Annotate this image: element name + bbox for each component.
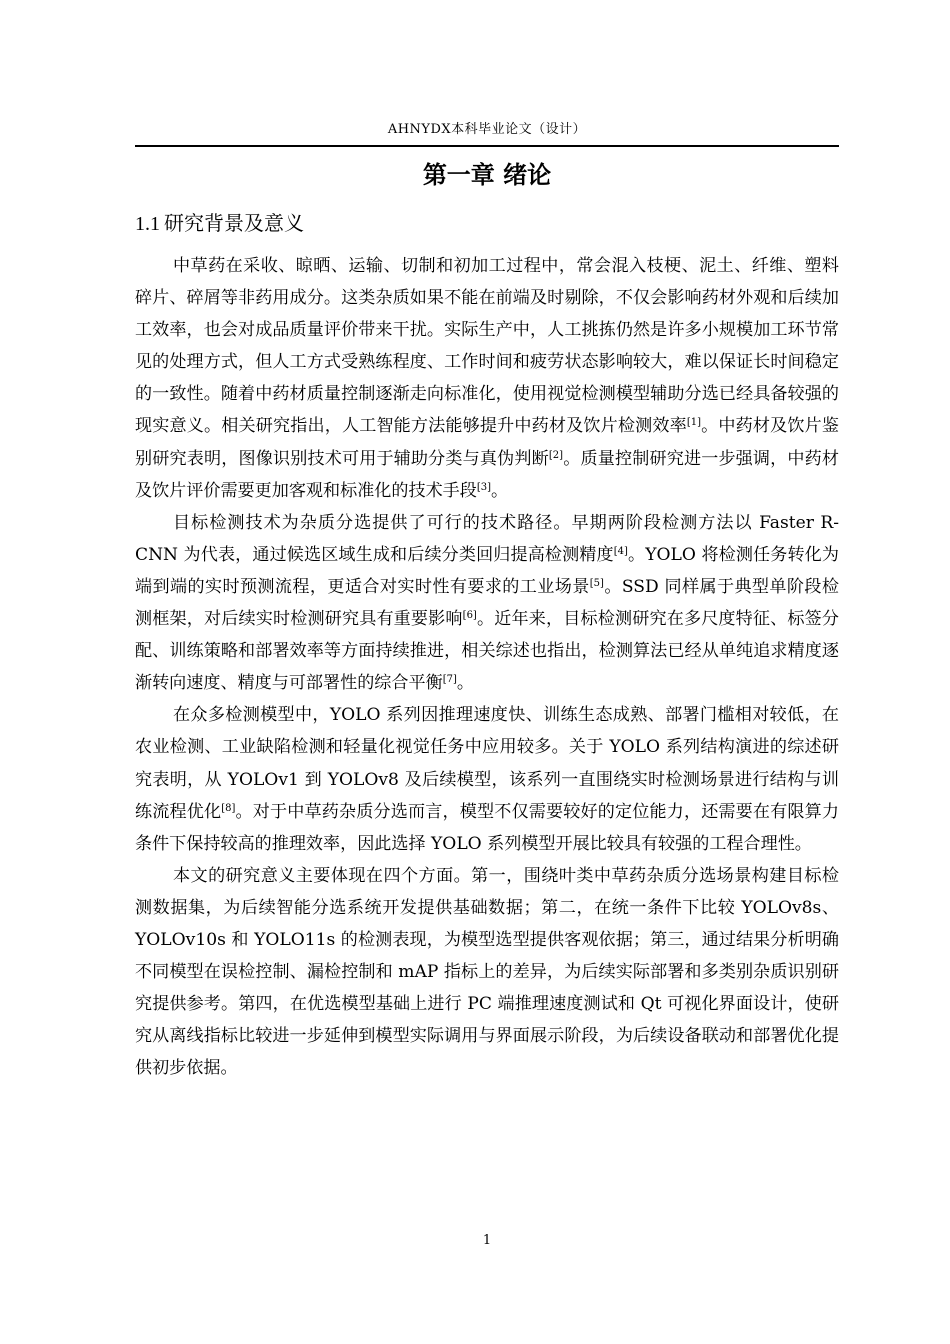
citation-marker: [4]	[613, 545, 628, 557]
paragraph-text: 本文的研究意义主要体现在四个方面。第一，围绕叶类中草药杂质分选场景构建目标检测数据集，为后续智能分选系统开发提供基础数据；第二，在统一条件下比较 YOLOv8s、YOLOv10s 和 YOLO11s 的检测表现，为模型选型提供客观依据；第三，通过结果分析明确不同模型在误检控制、漏检控制和 mAP 指标上的差异，为后续实际部署和多类别杂质识别研究提供参考。第四，在优选模型基础上进行 PC 端推理速度测试和 Qt 可视化界面设计，使研究从离线指标比较进一步延伸到模型实际调用与界面展示阶段，为后续设备联动和部署优化提供初步依据。	[135, 865, 839, 1079]
citation-marker: [3]	[476, 481, 492, 493]
page-number: 1	[482, 1233, 492, 1248]
paragraph-text: 目标检测技术为杂质分选提供了可行的技术路径。早期两阶段检测方法以 Faster R-CNN 为代表，通过候选区域生成和后续分类回归提高检测精度	[135, 512, 839, 565]
header-rule	[135, 145, 839, 147]
citation-marker: [8]	[221, 802, 236, 814]
body-paragraph	[135, 250, 839, 507]
section-heading	[135, 207, 304, 240]
paragraph-text: 。	[491, 480, 509, 501]
body-text	[135, 250, 839, 1084]
citation-marker: [1]	[686, 417, 702, 429]
paragraph-text: 。对于中草药杂质分选而言，模型不仅需要较好的定位能力，还需要在有限算力条件下保持较高的推理效率，因此选择 YOLO 系列模型开展比较具有较强的工程合理性。	[135, 801, 840, 854]
citation-marker: [2]	[548, 449, 564, 461]
citation-marker: [7]	[442, 674, 457, 686]
paragraph-text: 。近年来，目标检测研究在多尺度特征、标签分配、训练策略和部署效率等方面持续推进，相关综述也指出，检测算法已经从单纯追求精度逐渐转向速度、精度与可部署性的综合平衡	[135, 609, 840, 694]
paragraph-text: 。SSD 同样属于典型单阶段检测框架，对后续实时检测研究具有重要影响	[135, 576, 839, 630]
body-paragraph	[135, 699, 839, 859]
paragraph-text: 在众多检测模型中，YOLO 系列因推理速度快、训练生态成熟、部署门槛相对较低，在农业检测、工业缺陷检测和轻量化视觉任务中应用较多。关于 YOLO 系列结构演进的综述研究表明，从 YOLOv1 到 YOLOv8 及后续模型，该系列一直围绕实时检测场景进行结构与训练流程优化	[135, 705, 839, 822]
paragraph-text: 。YOLO 将检测任务转化为端到端的实时预测流程，更适合对实时性有要求的工业场景	[135, 544, 839, 597]
chapter-title: 第一章 绪论	[422, 161, 552, 189]
section-title-text: 研究背景及意义	[164, 211, 304, 235]
paragraph-text: 。中药材及饮片鉴别研究表明，图像识别技术可用于辅助分类与真伪判断	[135, 416, 839, 469]
paragraph-text: 。质量控制研究进一步强调，中药材及饮片评价需要更加客观和标准化的技术手段	[135, 448, 840, 501]
citation-marker: [6]	[462, 610, 477, 622]
paragraph-text: 。	[456, 673, 474, 694]
body-paragraph	[135, 860, 839, 1085]
section-number: 1.1	[135, 213, 160, 235]
running-header: AHNYDX本科毕业论文（设计）	[387, 122, 587, 137]
paragraph-text: 中草药在采收、晾晒、运输、切制和初加工过程中，常会混入枝梗、泥土、纤维、塑料碎片、碎屑等非药用成分。这类杂质如果不能在前端及时剔除，不仅会影响药材外观和后续加工效率，也会对成品质量评价带来干扰。实际生产中，人工挑拣仍然是许多小规模加工环节常见的处理方式，但人工方式受熟练程度、工作时间和疲劳状态影响较大，难以保证长时间稳定的一致性。随着中药材质量控制逐渐走向标准化，使用视觉检测模型辅助分选已经具备较强的现实意义。相关研究指出，人工智能方法能够提升中药材及饮片检测效率	[135, 256, 839, 437]
body-paragraph	[135, 507, 839, 700]
citation-marker: [5]	[589, 577, 604, 589]
